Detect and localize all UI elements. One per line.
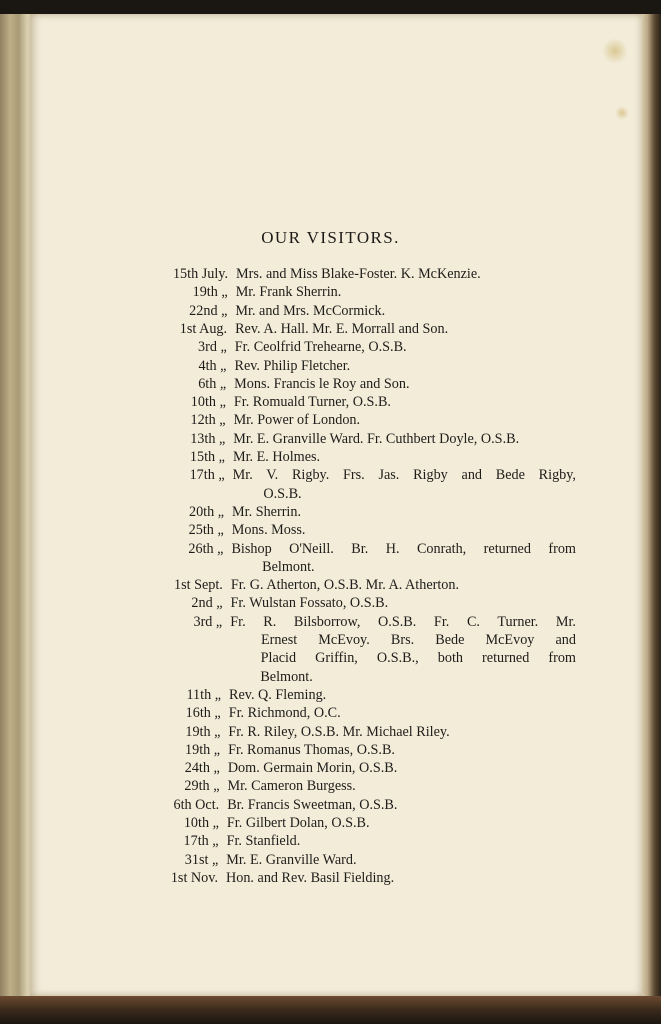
visitor-names: Fr. R. Riley, O.S.B. Mr. Michael Riley.	[228, 723, 450, 740]
visit-date: 11th „	[186, 686, 222, 703]
visit-date: 10th „	[190, 394, 226, 411]
book-right-edge	[639, 14, 661, 1004]
visit-date: 15th July.	[172, 266, 228, 282]
visit-date: 25th „	[188, 522, 224, 539]
visit-date: 29th „	[184, 778, 220, 795]
visitor-names: Br. Francis Sweetman, O.S.B.	[227, 796, 398, 813]
visit-date: 24th „	[184, 760, 220, 777]
visit-date: 19th „	[185, 741, 221, 758]
visitor-names: Mr. and Mrs. McCormick.	[235, 302, 386, 319]
visitor-names: Bishop O'Neill. Br. H. Conrath, returned from	[231, 540, 576, 557]
visitor-names: Belmont.	[260, 668, 313, 685]
visitor-names: Fr. Ceolfrid Trehearne, O.S.B.	[234, 339, 407, 356]
paper-stain	[602, 38, 628, 64]
visit-date: 16th „	[185, 705, 221, 722]
visit-date: 6th „	[198, 375, 227, 392]
visitor-names: Mr. E. Holmes.	[232, 449, 321, 465]
paper-stain	[615, 106, 629, 120]
visitor-names: Mons. Francis le Roy and Son.	[234, 375, 410, 392]
visitor-names: Rev. Q. Fleming.	[229, 686, 327, 703]
visit-date: 31st „	[184, 851, 219, 868]
visitor-names: Mr. Sherrin.	[232, 503, 302, 520]
visit-date: 2nd „	[191, 595, 223, 612]
visitor-names: Fr. Richmond, O.C.	[228, 705, 341, 722]
visitor-names: Fr. Romuald Turner, O.S.B.	[233, 394, 391, 411]
visitor-names: Fr. Gilbert Dolan, O.S.B.	[226, 815, 370, 831]
visit-date: 1st Sept.	[173, 577, 223, 594]
book-left-edge	[0, 14, 34, 1004]
visit-date: 19th „	[192, 284, 228, 301]
page-heading: OUR VISITORS.	[261, 228, 400, 247]
visitor-names: Fr. Wulstan Fossato, O.S.B.	[230, 595, 389, 612]
visit-date: 15th „	[189, 449, 225, 465]
visit-date: 10th „	[183, 815, 219, 831]
visitor-names: Mr. Frank Sherrin.	[235, 284, 342, 301]
visitor-names: Rev. Philip Fletcher.	[234, 357, 351, 374]
visit-date: 19th „	[185, 723, 221, 740]
visit-date: 3rd „	[198, 339, 227, 356]
book-bottom-edge	[0, 996, 661, 1024]
visitor-names: Mons. Moss.	[231, 522, 306, 539]
visitor-names: Mr. E. Granville Ward. Fr. Cuthbert Doyle, O.S.B.	[233, 430, 520, 447]
visitor-names: Fr. R. Bilsborrow, O.S.B. Fr. C. Turner. Mr.	[230, 613, 576, 630]
visit-date: 1st Nov.	[170, 869, 218, 886]
visitor-names: Fr. G. Atherton, O.S.B. Mr. A. Atherton.	[230, 577, 460, 594]
visit-date: 22nd „	[189, 302, 228, 319]
visit-date: 6th Oct.	[173, 796, 220, 813]
visit-date: 4th „	[198, 357, 227, 374]
visitor-names: Fr. Stanfield.	[226, 833, 301, 850]
visit-date: 3rd „	[193, 613, 223, 630]
visitor-names: Fr. Romanus Thomas, O.S.B.	[228, 741, 395, 758]
visit-date: 13th „	[190, 430, 226, 447]
visit-date: 1st Aug.	[179, 320, 228, 337]
visitor-names: Mr. E. Granville Ward.	[226, 851, 357, 868]
visit-date: 26th „	[188, 540, 224, 557]
visitor-names: Rev. A. Hall. Mr. E. Morrall and Son.	[235, 320, 449, 337]
visitor-names: O.S.B.	[263, 485, 302, 502]
visitor-names: Placid Griffin, O.S.B., both returned from	[260, 650, 576, 667]
visitor-names: Mrs. and Miss Blake-Foster. K. McKenzie.	[236, 266, 481, 282]
visitor-names: Ernest McEvoy. Brs. Bede McEvoy and	[260, 632, 576, 648]
visit-date: 17th „	[183, 833, 219, 850]
visit-date: 20th „	[188, 503, 225, 520]
visitor-names: Mr. Cameron Burgess.	[227, 778, 356, 795]
visit-date: 17th „	[189, 467, 225, 484]
visitor-names: Hon. and Rev. Basil Fielding.	[226, 869, 395, 886]
visitor-names: Mr. V. Rigby. Frs. Jas. Rigby and Bede Rigby,	[232, 467, 576, 484]
visitor-names: Mr. Power of London.	[233, 412, 361, 429]
visitor-names: Belmont.	[262, 558, 315, 575]
visitor-names: Dom. Germain Morin, O.S.B.	[227, 760, 398, 777]
visit-date: 12th „	[190, 412, 226, 429]
